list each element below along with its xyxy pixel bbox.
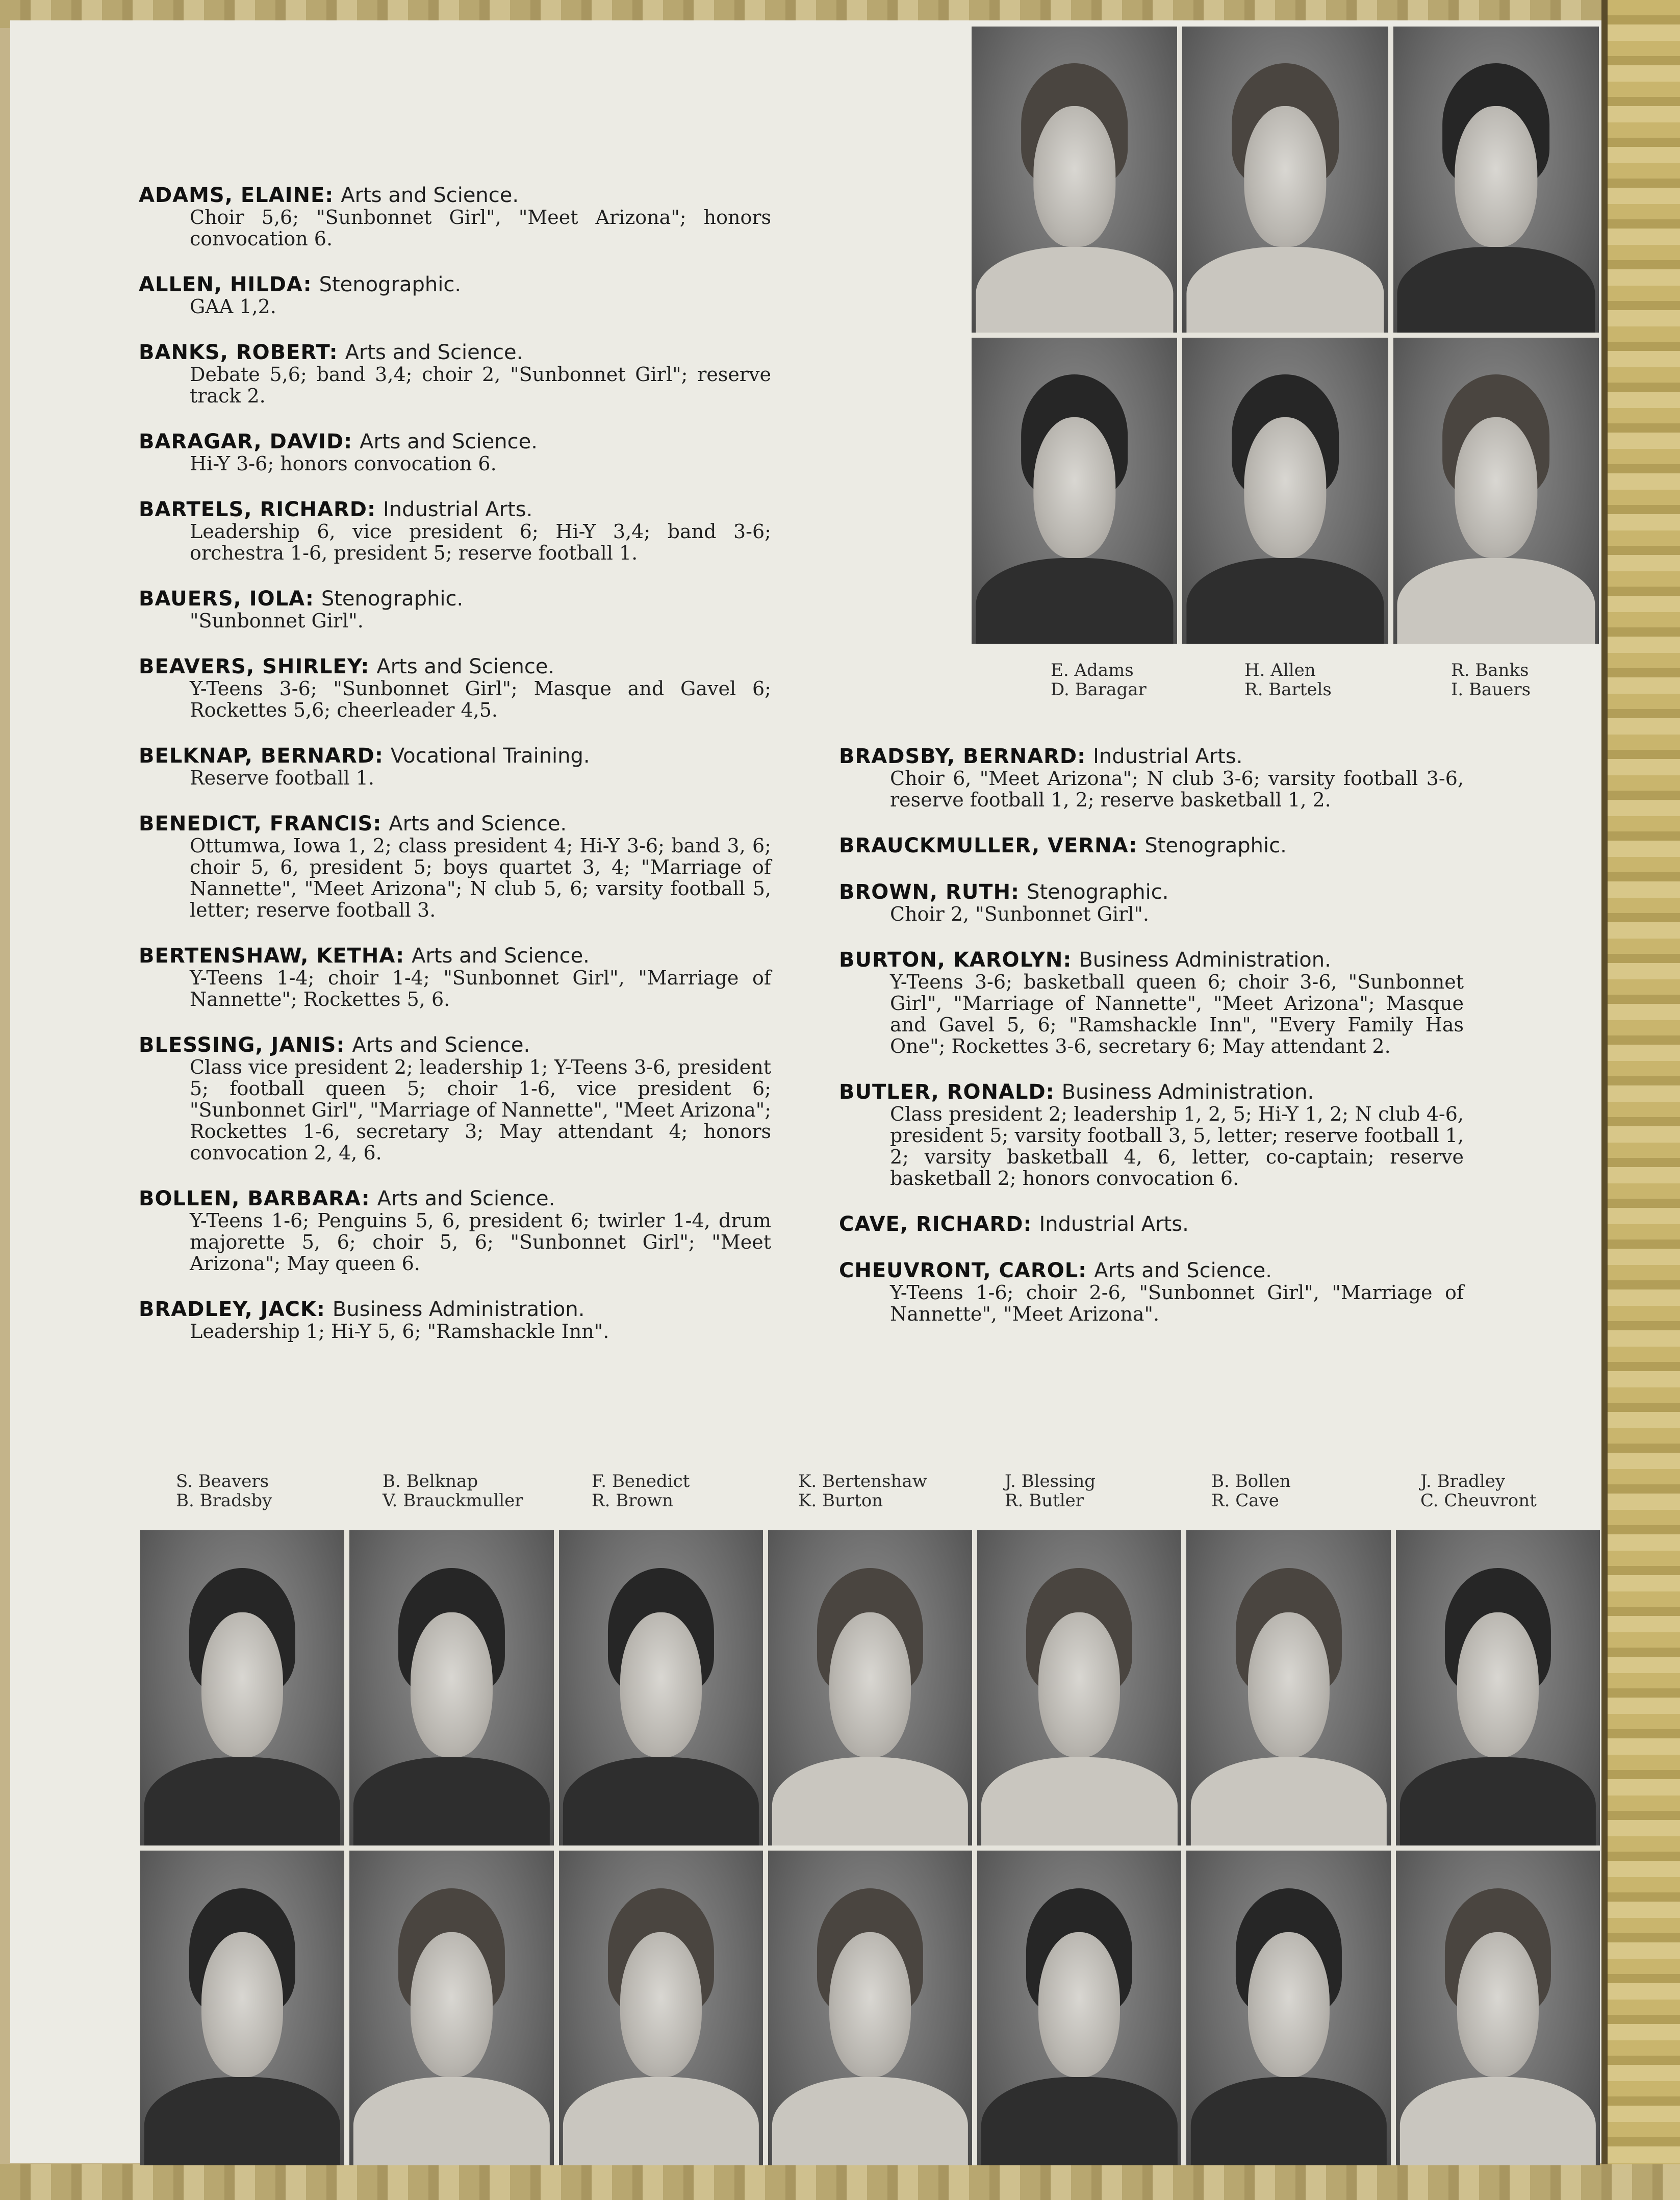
photo-caption	[592, 1472, 690, 1510]
entry	[139, 273, 771, 317]
caption-line: K. Bertenshaw	[798, 1471, 927, 1491]
entry-detail: Y-Teens 1-6; Penguins 5, 6, president 6; twirler 1-4, drum majorette 5, 6; choir 5, 6; "Sunbonnet Girl"; "Meet Arizona"; May queen 6.	[190, 1209, 771, 1275]
left-entries	[139, 184, 771, 1365]
portrait-photo	[977, 1530, 1181, 1845]
entry-course: Industrial Arts.	[383, 498, 533, 521]
portrait-face	[1244, 417, 1326, 558]
entry-name: BERTENSHAW, KETHA:	[139, 944, 405, 968]
portrait-body	[1397, 558, 1595, 644]
caption-line: R. Cave	[1211, 1490, 1279, 1511]
portrait-body	[563, 2077, 759, 2165]
caption-line: I. Bauers	[1451, 679, 1531, 700]
entry	[139, 1298, 771, 1342]
entry-detail: Y-Teens 3-6; basketball queen 6; choir 3-6, "Sunbonnet Girl", "Marriage of Nannette", "Meet Arizona"; Masque and Gavel 5, 6; "Ramshackle Inn", "Every Family Has One"; Rockettes 3-6, secretary 6; May attendant 2.	[890, 971, 1464, 1057]
entry-name: BENEDICT, FRANCIS:	[139, 812, 382, 836]
entry-detail: Reserve football 1.	[190, 767, 375, 789]
portrait-body	[144, 2077, 340, 2165]
photo-caption	[1451, 661, 1531, 699]
portrait-body	[1186, 558, 1384, 644]
caption-line: R. Banks	[1451, 660, 1529, 680]
portrait-face	[1038, 1612, 1120, 1757]
portrait-face	[620, 1612, 702, 1757]
entry-name: BOLLEN, BARBARA:	[139, 1187, 370, 1210]
entry-name: CAVE, RICHARD:	[839, 1212, 1032, 1236]
caption-line: C. Cheuvront	[1420, 1490, 1537, 1511]
portrait-photo	[768, 1530, 972, 1845]
entry-course: Arts and Science.	[377, 1187, 555, 1210]
entry-name: ALLEN, HILDA:	[139, 273, 312, 296]
portrait-face	[201, 1612, 283, 1757]
entry-detail: Debate 5,6; band 3,4; choir 2, "Sunbonnet Girl"; reserve track 2.	[190, 363, 771, 407]
entry-course: Vocational Training.	[390, 744, 590, 768]
portrait-photo	[977, 1851, 1181, 2166]
caption-line: R. Butler	[1005, 1490, 1084, 1511]
caption-line: J. Blessing	[1005, 1471, 1096, 1491]
portrait-photo	[1393, 338, 1599, 644]
entry-course: Arts and Science.	[341, 184, 519, 207]
entry	[839, 1212, 1464, 1235]
entry-detail: Class president 2; leadership 1, 2, 5; Hi-Y 1, 2; N club 4-6, president 5; varsity football 3, 5, letter; reserve football 1, 2; varsity basketball 4, 6, letter, co-captain; reserve basketball 2; honors convocation 6.	[890, 1103, 1464, 1190]
entry-course: Industrial Arts.	[1093, 745, 1243, 768]
portrait-photo	[1396, 1530, 1600, 1845]
entry	[139, 944, 771, 1010]
portrait-photo	[1186, 1851, 1390, 2166]
entry-course: Industrial Arts.	[1039, 1212, 1189, 1236]
entry-name: BRADLEY, JACK:	[139, 1298, 325, 1321]
photo-caption	[1211, 1472, 1291, 1510]
entry-name: BARTELS, RICHARD:	[139, 498, 376, 521]
photo-caption	[383, 1472, 523, 1510]
portrait-photo	[349, 1530, 553, 1845]
caption-line: S. Beavers	[176, 1471, 269, 1491]
entry	[139, 1187, 771, 1274]
entry	[139, 430, 771, 474]
photo-caption	[798, 1472, 927, 1510]
photo-caption	[1051, 661, 1147, 699]
portrait-photo	[1182, 338, 1388, 644]
portrait-face	[620, 1932, 702, 2077]
page-binding-bottom	[0, 2164, 1680, 2200]
portrait-photo	[559, 1851, 763, 2166]
caption-line: R. Brown	[592, 1490, 673, 1511]
entry-course: Arts and Science.	[352, 1033, 530, 1057]
entry-detail: Y-Teens 3-6; "Sunbonnet Girl"; Masque and Gavel 6; Rockettes 5,6; cheerleader 4,5.	[190, 677, 771, 721]
portrait-face	[829, 1612, 911, 1757]
entry-name: BELKNAP, BERNARD:	[139, 744, 384, 768]
portrait-photo	[140, 1851, 344, 2166]
portrait-face	[1244, 106, 1326, 247]
portrait-face	[1457, 1932, 1539, 2077]
entry	[839, 745, 1464, 811]
portrait-photo	[140, 1530, 344, 1845]
entry-course: Stenographic.	[1027, 880, 1169, 904]
entry-course: Business Administration.	[1079, 948, 1331, 972]
photo-caption	[1420, 1472, 1537, 1510]
caption-line: J. Bradley	[1420, 1471, 1506, 1491]
caption-line: V. Brauckmuller	[383, 1490, 523, 1511]
entry-detail: Hi-Y 3-6; honors convocation 6.	[190, 452, 497, 475]
book-spine	[1601, 0, 1680, 2200]
bottom-portrait-grid	[140, 1530, 1600, 2165]
entry-name: BURTON, KAROLYN:	[839, 948, 1072, 972]
entry	[139, 587, 771, 631]
entry-detail: Y-Teens 1-4; choir 1-4; "Sunbonnet Girl", "Marriage of Nannette"; Rockettes 5, 6.	[190, 967, 771, 1010]
portrait-face	[1248, 1932, 1330, 2077]
portrait-photo	[349, 1851, 553, 2166]
entry-course: Stenographic.	[321, 587, 464, 611]
portrait-photo	[972, 338, 1177, 644]
entry-course: Stenographic.	[1144, 834, 1287, 857]
portrait-photo	[559, 1530, 763, 1845]
entry	[139, 655, 771, 721]
entry-detail: Class vice president 2; leadership 1; Y-Teens 3-6, president 5; football queen 5; choir 1-6, vice president 6; "Sunbonnet Girl", "Marriage of Nannette", "Meet Arizona"; Rockettes 1-6, secretary 3; May attendant 4; honors convocation 2, 4, 6.	[190, 1056, 771, 1164]
portrait-face	[1455, 417, 1537, 558]
entry	[139, 1033, 771, 1164]
entry-course: Arts and Science.	[345, 341, 523, 364]
portrait-body	[981, 1757, 1177, 1845]
entry-name: BRADSBY, BERNARD:	[839, 745, 1086, 768]
right-entries	[839, 745, 1464, 1348]
caption-line: H. Allen	[1244, 660, 1316, 680]
entry	[139, 341, 771, 407]
entry-detail: GAA 1,2.	[190, 295, 276, 318]
caption-line: K. Burton	[798, 1490, 883, 1511]
portrait-body	[1190, 2077, 1386, 2165]
portrait-face	[1248, 1612, 1330, 1757]
portrait-body	[976, 558, 1173, 644]
entry	[139, 812, 771, 921]
portrait-face	[411, 1932, 492, 2077]
entry-detail: Leadership 1; Hi-Y 5, 6; "Ramshackle Inn".	[190, 1320, 609, 1343]
portrait-photo	[768, 1851, 972, 2166]
caption-line: B. Belknap	[383, 1471, 478, 1491]
portrait-body	[353, 1757, 549, 1845]
portrait-photo	[1186, 1530, 1390, 1845]
entry	[139, 184, 771, 249]
entry	[139, 744, 771, 789]
entry-detail: Choir 6, "Meet Arizona"; N club 3-6; varsity football 3-6, reserve football 1, 2; reserve basketball 1, 2.	[890, 767, 1464, 811]
caption-line: F. Benedict	[592, 1471, 690, 1491]
photo-caption	[176, 1472, 272, 1510]
caption-line: E. Adams	[1051, 660, 1134, 680]
portrait-body	[1397, 247, 1595, 333]
caption-line: R. Bartels	[1244, 679, 1332, 700]
entry-course: Stenographic.	[319, 273, 462, 296]
portrait-body	[353, 2077, 549, 2165]
caption-line: B. Bollen	[1211, 1471, 1291, 1491]
portrait-photo	[972, 27, 1177, 333]
entry-name: BAUERS, IOLA:	[139, 587, 314, 611]
entry	[839, 880, 1464, 925]
portrait-face	[201, 1932, 283, 2077]
photo-caption	[1005, 1472, 1096, 1510]
portrait-body	[1400, 2077, 1596, 2165]
spine-shadow	[1601, 0, 1608, 2200]
entry-course: Business Administration.	[332, 1298, 585, 1321]
portrait-body	[1400, 1757, 1596, 1845]
portrait-photo	[1182, 27, 1388, 333]
entry	[839, 948, 1464, 1057]
entry-name: ADAMS, ELAINE:	[139, 184, 334, 207]
entry-name: BEAVERS, SHIRLEY:	[139, 655, 370, 678]
photo-caption	[1244, 661, 1332, 699]
portrait-face	[411, 1612, 492, 1757]
portrait-face	[829, 1932, 911, 2077]
caption-line: D. Baragar	[1051, 679, 1147, 700]
portrait-body	[981, 2077, 1177, 2165]
entry-name: BLESSING, JANIS:	[139, 1033, 345, 1057]
entry-name: BUTLER, RONALD:	[839, 1080, 1055, 1104]
entry-name: CHEUVRONT, CAROL:	[839, 1259, 1087, 1282]
entry-detail: Leadership 6, vice president 6; Hi-Y 3,4; band 3-6; orchestra 1-6, president 5; reserve football 1.	[190, 520, 771, 564]
portrait-face	[1038, 1932, 1120, 2077]
entry-course: Arts and Science.	[412, 944, 590, 968]
entry	[839, 834, 1464, 857]
entry-course: Arts and Science.	[376, 655, 555, 678]
entry-name: BROWN, RUTH:	[839, 880, 1020, 904]
entry-course: Arts and Science.	[360, 430, 538, 453]
portrait-body	[772, 2077, 968, 2165]
entry-detail: Ottumwa, Iowa 1, 2; class president 4; Hi-Y 3-6; band 3, 6; choir 5, 6, president 5; boys quartet 3, 4; "Marriage of Nannette", "Meet Arizona"; N club 5, 6; varsity football 5, letter; reserve football 3.	[190, 835, 771, 921]
entry-name: BARAGAR, DAVID:	[139, 430, 353, 453]
portrait-photo	[1393, 27, 1599, 333]
top-portrait-grid	[972, 27, 1599, 644]
entry-course: Business Administration.	[1061, 1080, 1314, 1104]
entry	[139, 498, 771, 564]
entry	[839, 1080, 1464, 1189]
portrait-body	[1186, 247, 1384, 333]
entry-detail: Choir 2, "Sunbonnet Girl".	[890, 903, 1149, 925]
portrait-face	[1455, 106, 1537, 247]
portrait-body	[772, 1757, 968, 1845]
entry-course: Arts and Science.	[1094, 1259, 1272, 1282]
entry	[839, 1259, 1464, 1325]
portrait-body	[563, 1757, 759, 1845]
entry-detail: Y-Teens 1-6; choir 2-6, "Sunbonnet Girl", "Marriage of Nannette", "Meet Arizona".	[890, 1281, 1464, 1325]
caption-line: B. Bradsby	[176, 1490, 272, 1511]
entry-name: BRAUCKMULLER, VERNA:	[839, 834, 1138, 857]
entry-name: BANKS, ROBERT:	[139, 341, 338, 364]
portrait-body	[1190, 1757, 1386, 1845]
entry-detail: Choir 5,6; "Sunbonnet Girl", "Meet Arizona"; honors convocation 6.	[190, 206, 771, 250]
portrait-body	[976, 247, 1173, 333]
portrait-face	[1457, 1612, 1539, 1757]
entry-course: Arts and Science.	[389, 812, 567, 836]
portrait-photo	[1396, 1851, 1600, 2166]
entry-detail: "Sunbonnet Girl".	[190, 610, 364, 632]
portrait-face	[1033, 417, 1115, 558]
portrait-face	[1033, 106, 1115, 247]
portrait-body	[144, 1757, 340, 1845]
